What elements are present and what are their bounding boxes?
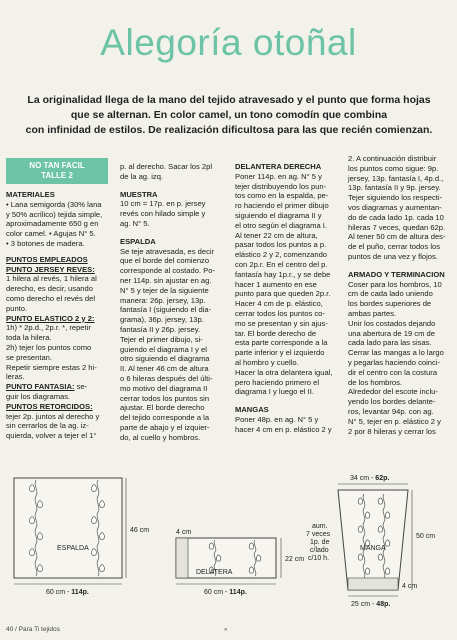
text-line: cada lado para las sisas. bbox=[348, 338, 432, 348]
text-line: tejer 2p. juntos al derecho y bbox=[6, 411, 100, 421]
manga-height: 50 cm bbox=[416, 533, 436, 540]
column-1 bbox=[6, 158, 108, 441]
text-line: Se teje atravesada, es decir bbox=[120, 246, 215, 256]
text-line: o 6 hileras después del últi- bbox=[120, 373, 213, 383]
leaf-motif bbox=[358, 498, 362, 504]
text-line: dir el centro con la costura bbox=[348, 367, 438, 377]
text-line: derecho, es decir, usando bbox=[6, 284, 93, 294]
text-line: se presentan. bbox=[6, 352, 53, 362]
text-line: fantasía I (siguiendo el dia- bbox=[120, 305, 212, 315]
text-line: fantasía hay 1p.r., y se debe bbox=[235, 269, 331, 279]
text-line: quierda, volver a tejer el 1° bbox=[6, 431, 97, 441]
manga-label: MANGA bbox=[360, 545, 386, 552]
text-line: revés con hilado simple y bbox=[120, 209, 206, 219]
text-line: do, al cuello y hombros. bbox=[120, 432, 201, 442]
text-line: 2h) tejer los puntos como bbox=[6, 342, 92, 352]
mangas-heading: MANGAS bbox=[235, 405, 269, 415]
text-line: pasar todos los puntos a p. bbox=[235, 240, 327, 250]
leaf-motif bbox=[209, 543, 213, 549]
text-line: los bordes superiores de bbox=[348, 299, 432, 309]
elastico-heading: PUNTO ELASTICO 2 y 2: bbox=[6, 313, 95, 323]
text-line: cm de cada lado uniendo bbox=[348, 289, 433, 299]
leaf-motif bbox=[92, 485, 97, 492]
leaf-motif bbox=[92, 517, 97, 524]
column-4 bbox=[348, 154, 452, 436]
text-line: jersey, 13p. fantasía I, 4p.d., bbox=[348, 173, 444, 183]
text-line: • Lana semigorda (30% lana bbox=[6, 199, 102, 209]
text-line: 2. A continuación distribuir bbox=[348, 154, 437, 163]
svg-text:aum.: aum. bbox=[312, 523, 328, 530]
svg-text:c/lado: c/lado bbox=[310, 547, 329, 554]
leaf-motif bbox=[100, 565, 105, 572]
leaf-motif bbox=[30, 517, 35, 524]
manga-bottom-measure: 25 cm - 48p. bbox=[351, 601, 391, 608]
text-line: el otro según el diagrama I. bbox=[235, 220, 328, 230]
text-line: puntos de una vez y flojos. bbox=[348, 251, 438, 261]
text-line: ag. N° 5. bbox=[120, 218, 150, 228]
delantera-text bbox=[235, 172, 339, 397]
text-line: mo motivo del diagrama II bbox=[120, 383, 208, 393]
text-line: al hombro y cuello. bbox=[235, 357, 299, 367]
text-line: que el borde del comienzo bbox=[120, 256, 210, 266]
leaf-motif bbox=[92, 549, 97, 556]
size-label: TALLE 2 bbox=[41, 171, 73, 180]
text-line: fantasía II y 26p. jersey. bbox=[120, 324, 201, 334]
text-line: II. Al tener 46 cm de altura bbox=[120, 364, 209, 374]
text-line: 1h) * 2p.d., 2p.r. *, repetir bbox=[6, 323, 91, 333]
text-line: Coser para los hombros, 10 bbox=[348, 279, 442, 289]
text-line: color camel. • Agujas N° 5. bbox=[6, 229, 96, 239]
text-line: siguiendo el diagrama II y bbox=[235, 210, 322, 220]
leaf-motif bbox=[256, 555, 260, 561]
text-line: de el puño, cerrar todos los bbox=[348, 242, 441, 252]
text-line: ros, levantar 94p. con ag. bbox=[348, 406, 434, 416]
delantera-rib-measure: 4 cm bbox=[176, 529, 192, 536]
manga-top-measure: 34 cm - 62p. bbox=[350, 475, 390, 482]
pattern-schematics bbox=[0, 460, 457, 620]
espalda-width: 60 cm - 114p. bbox=[46, 589, 89, 596]
espalda-height: 46 cm bbox=[130, 527, 150, 534]
text-line: y 50% acrílico) tejida simple, bbox=[6, 209, 103, 219]
text-line: Tejer el primer dibujo, si- bbox=[120, 334, 203, 344]
text-line: grama), 36p. jersey, 13p. bbox=[120, 315, 204, 325]
difficulty-label: NO TAN FACIL bbox=[29, 161, 85, 170]
intro-line: que se alternan. En color camel, un tono comodín que combina bbox=[70, 109, 388, 121]
col4-lead-text bbox=[348, 154, 452, 262]
leaf-motif bbox=[378, 498, 382, 504]
text-line: pero haciendo primero el bbox=[235, 377, 320, 387]
text-line: N° 5, tejer en p. elástico 2 y bbox=[348, 416, 441, 426]
text-line: punto. bbox=[6, 303, 28, 313]
text-line: vos diagramas y aumentan- bbox=[348, 202, 442, 212]
leaf-motif bbox=[38, 501, 43, 508]
text-line: 1 hilera al revés, 1 hilera al bbox=[6, 274, 97, 284]
leaf-motif bbox=[100, 533, 105, 540]
text-line: p. al derecho. Sacar los 2pl bbox=[120, 162, 213, 171]
text-line: hacer 4 cm en p. elástico 2 y bbox=[235, 424, 332, 434]
text-line: los puntos como sigue: 9p. bbox=[348, 163, 439, 173]
manga-cuff bbox=[348, 578, 398, 590]
elastico-text bbox=[6, 323, 108, 382]
svg-text:7 veces: 7 veces bbox=[306, 531, 331, 538]
text-line: corresponde al costado. Po- bbox=[120, 266, 215, 276]
text-line: • 3 botones de madera. bbox=[6, 238, 85, 248]
text-line: Hacer la otra delantera igual, bbox=[235, 367, 333, 377]
text-line: Poner 48p. en ag. N° 5 y bbox=[235, 414, 319, 424]
page-title: Alegoría otoñal bbox=[100, 22, 357, 63]
text-line: mo se presentan y sin ajus- bbox=[235, 318, 328, 328]
text-line: ajustar. El borde derecho bbox=[120, 403, 205, 413]
fantasia-heading: PUNTO FANTASIA: bbox=[6, 382, 75, 392]
jersey-heading: PUNTO JERSEY REVES: bbox=[6, 264, 95, 274]
text-line: Al tener 50 cm de altura des- bbox=[348, 232, 446, 242]
text-line: esta parte corresponde a la bbox=[235, 338, 328, 348]
text-line: de la ag. izq. bbox=[120, 171, 164, 181]
text-line: Al tener 22 cm de altura, bbox=[235, 230, 318, 240]
text-line: Poner 114p. en ag. N° 5 y bbox=[235, 171, 322, 181]
text-line: parte inferior y el izquierdo bbox=[235, 348, 325, 358]
delantera-rib bbox=[176, 538, 188, 578]
text-line: hileras 7 veces, quedan 62p. bbox=[348, 222, 446, 232]
text-line: tar. El borde derecho de bbox=[235, 328, 317, 338]
leaf-motif bbox=[216, 555, 220, 561]
armado-heading: ARMADO Y TERMINACION bbox=[348, 269, 445, 279]
text-line: Hacer 4 cm de p. elástico, bbox=[235, 299, 323, 309]
text-line: ner 114p. sin ajustar en ag. bbox=[120, 275, 212, 285]
retorcidos-heading: PUNTOS RETORCIDOS: bbox=[6, 401, 93, 411]
text-line: aproximadamente 650 g en bbox=[6, 219, 99, 229]
text-line: una abertura de 19 cm de bbox=[348, 328, 435, 338]
leaf-motif bbox=[385, 512, 389, 518]
espalda-label: ESPALDA bbox=[57, 545, 89, 552]
text-line: Tejer siguiendo los respecti- bbox=[348, 193, 443, 203]
page-footer: 40 / Para Ti tejidos bbox=[6, 626, 60, 633]
col2-lead-text bbox=[120, 162, 223, 182]
armado-text bbox=[348, 280, 452, 437]
text-line: del tejido corresponde a la bbox=[120, 413, 210, 423]
espalda-heading: ESPALDA bbox=[120, 236, 156, 246]
text-line: 13p. fantasía II y 9p. jersey. bbox=[348, 183, 441, 193]
text-line: 10 cm = 17p. en p. jersey bbox=[120, 199, 206, 209]
text-line: Cerrar las mangas a lo largo bbox=[348, 348, 444, 358]
text-line: toda la hilera. bbox=[6, 333, 52, 343]
leaf-motif bbox=[358, 554, 362, 560]
fantasia-text-1: guir los diagramas. bbox=[6, 391, 71, 401]
text-line: como derecho el revés del bbox=[6, 293, 96, 303]
delantera-heading: DELANTERA DERECHA bbox=[235, 162, 322, 171]
jersey-text bbox=[6, 274, 108, 313]
text-line: con 2p.r. En el centro del p. bbox=[235, 259, 328, 269]
text-line: de los hombros. bbox=[348, 377, 403, 387]
text-line: diagrama I y luego el II. bbox=[235, 387, 314, 397]
espalda-text bbox=[120, 247, 223, 443]
leaf-motif bbox=[378, 554, 382, 560]
text-line: ro haciendo el primer dibujo bbox=[235, 201, 329, 211]
delantera-height: 22 cm bbox=[285, 556, 305, 563]
text-line: y pegarlas haciendo coinci- bbox=[348, 357, 441, 367]
intro-line: La originalidad llega de la mano del tejido atravesado y el punto que forma hojas bbox=[27, 94, 431, 106]
mangas-text bbox=[235, 415, 339, 435]
delantera-schematic bbox=[176, 529, 304, 596]
difficulty-badge bbox=[6, 158, 108, 184]
text-line: punto para que queden 2p.r. bbox=[235, 289, 331, 299]
manga-outline bbox=[338, 490, 408, 590]
leaf-motif bbox=[38, 533, 43, 540]
manga-schematic bbox=[306, 475, 435, 608]
text-line: do de cada lado 1p. cada 10 bbox=[348, 212, 444, 222]
text-line: parte de abajo y el izquier- bbox=[120, 422, 210, 432]
leaf-motif bbox=[378, 526, 382, 532]
delantera-label: DELATERA bbox=[196, 569, 233, 576]
text-line: guiendo el diagrama I y el bbox=[120, 344, 207, 354]
leaf-motif bbox=[30, 485, 35, 492]
text-line: manera: 26p. jersey, 13p. bbox=[120, 295, 206, 305]
text-line: tos como en la espalda, pe- bbox=[235, 191, 329, 201]
text-line: Alrededor del escote inclu- bbox=[348, 387, 438, 397]
manga-increase-note bbox=[306, 523, 331, 562]
text-line: tejer distribuyendo los pun- bbox=[235, 181, 327, 191]
retorcidos-text bbox=[6, 412, 108, 441]
fantasia-text-0: se- bbox=[76, 382, 88, 392]
intro-text bbox=[14, 93, 444, 138]
puntos-heading: PUNTOS EMPLEADOS bbox=[6, 254, 88, 264]
svg-text:1p. de: 1p. de bbox=[310, 539, 330, 546]
text-line: sin cerrarlos de la ag. iz- bbox=[6, 421, 89, 431]
manga-cuff-measure: 4 cm bbox=[402, 583, 418, 590]
espalda-schematic bbox=[14, 478, 149, 596]
column-2 bbox=[120, 162, 223, 443]
leaf-motif bbox=[365, 568, 369, 574]
leaf-motif bbox=[385, 540, 389, 546]
leaf-motif bbox=[249, 567, 253, 573]
text-line: Unir los costados dejando bbox=[348, 318, 436, 328]
leaf-motif bbox=[30, 549, 35, 556]
leaf-motif bbox=[358, 526, 362, 532]
text-line: leras. bbox=[6, 372, 25, 382]
text-line: elástico 2 y 2, comenzando bbox=[235, 250, 328, 260]
text-line: otro siguiendo el diagrama bbox=[120, 354, 210, 364]
column-3 bbox=[235, 162, 339, 435]
muestra-heading: MUESTRA bbox=[120, 189, 158, 199]
leaf-motif bbox=[249, 543, 253, 549]
text-line: N° 5 y tejer de la siguiente bbox=[120, 285, 209, 295]
leaf-motif bbox=[365, 512, 369, 518]
text-line: ambas partes. bbox=[348, 308, 397, 318]
leaf-motif bbox=[385, 568, 389, 574]
text-line: yendo los bordes delante- bbox=[348, 397, 436, 407]
materiales-text bbox=[6, 200, 108, 249]
leaf-motif bbox=[100, 501, 105, 508]
delantera-width: 60 cm - 114p. bbox=[204, 589, 247, 596]
intro-line: con infinidad de estilos. De realización dificultosa para las que recién comienzan. bbox=[25, 124, 433, 136]
text-line: cerrar todos los puntos co- bbox=[235, 308, 325, 318]
fantasia-block bbox=[6, 382, 108, 402]
espalda-outline bbox=[14, 478, 122, 578]
materiales-heading: MATERIALES bbox=[6, 190, 55, 199]
text-line: Repetir siempre estas 2 hi- bbox=[6, 362, 97, 372]
page-mark: » bbox=[224, 627, 228, 633]
muestra-text bbox=[120, 199, 223, 228]
text-line: hacer 1 aumento en ese bbox=[235, 279, 317, 289]
svg-text:c/10 h.: c/10 h. bbox=[308, 555, 330, 562]
text-line: 2 por 8 hileras y cerrar los bbox=[348, 426, 436, 436]
text-line: cerrar todos los puntos sin bbox=[120, 393, 210, 403]
leaf-motif bbox=[38, 565, 43, 572]
